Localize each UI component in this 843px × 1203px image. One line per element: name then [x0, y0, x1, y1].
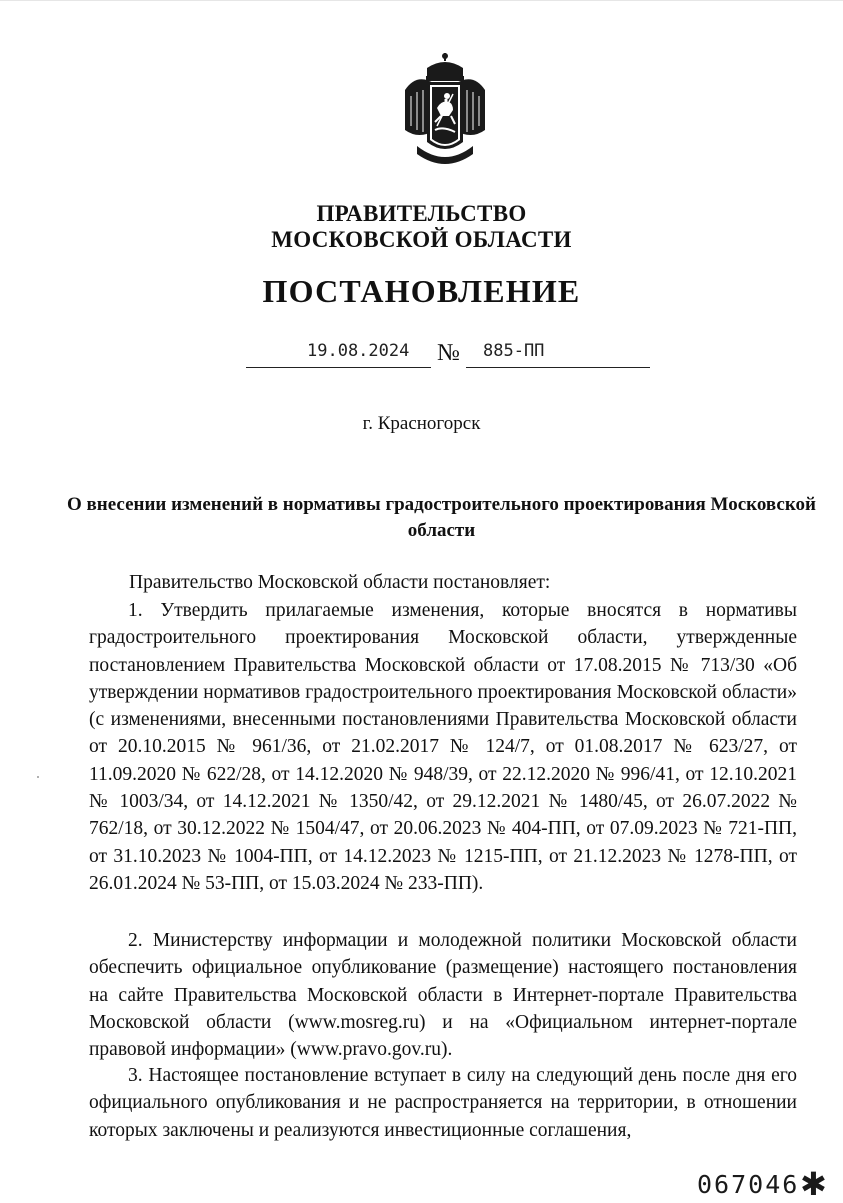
paragraph-2 [89, 927, 797, 1063]
page-top-edge [0, 0, 843, 1]
coat-of-arms-icon [397, 50, 493, 170]
date-underline [246, 367, 431, 368]
intro-text: Правительство Московской области постановляет: [129, 572, 551, 593]
document-title: О внесении изменений в нормативы градостроительного проектирования Московской области [67, 494, 816, 541]
scan-speck [37, 776, 39, 778]
document-number: 885-ПП [483, 341, 545, 361]
org-name-line1: ПРАВИТЕЛЬСТВО [316, 201, 527, 226]
paragraph-1 [89, 597, 797, 897]
document-type: ПОСТАНОВЛЕНИЕ [262, 273, 581, 309]
paragraph-3-text: 3. Настоящее постановление вступает в силу на следующий день после дня его официального опубликования и не распространяется на территории, в отношении которых заключены и реализуются инвестиционные соглашения, [89, 1065, 797, 1141]
paragraph-2-text: 2. Министерству информации и молодежной политики Московской области обеспечить официальное опубликование (размещение) настоящего постановления на сайте Правительства Московской области в Интернет-портале Правительства Московской области (www.mosreg.ru) и на «Официальном интернет-портале правовой информации» (www.pravo.gov.ru). [89, 930, 797, 1061]
paragraph-3 [89, 1062, 797, 1144]
paragraph-1-text: 1. Утвердить прилагаемые изменения, которые вносятся в нормативы градостроительного проектирования Московской области, утвержденные постановлением Правительства Московской области от 17.08.2015 № 713/30 «Об утверждении нормативов градостроительного проектирования Московской области» (с изменениями, внесенными постановлениями Правительства Московской области от 20.10.2015 № 961/36, от 21.02.2017 № 124/7, от 01.08.2017 № 623/27, от 11.09.2020 № 622/28, от 14.12.2020 № 948/39, от 22.12.2020 № 996/41, от 12.10.2021 № 1003/34, от 14.12.2021 № 1350/42, от 29.12.2021 № 1480/45, от 26.07.2022 № 762/18, от 30.12.2022 № 1504/47, от 20.06.2023 № 404-ПП, от 07.09.2023 № 721-ПП, от 31.10.2023 № 1004-ПП, от 14.12.2023 № 1215-ПП, от 21.12.2023 № 1278-ПП, от 26.01.2024 № 53-ПП, от 15.03.2024 № 233-ПП). [89, 600, 797, 894]
document-date: 19.08.2024 [307, 341, 410, 361]
star-mark-icon: ✱ [800, 1165, 827, 1203]
issue-city: г. Красногорск [362, 413, 481, 434]
number-sign: № [437, 340, 460, 366]
intro-paragraph [89, 569, 797, 596]
serial-number: 067046 [697, 1170, 800, 1199]
org-name-line2: МОСКОВСКОЙ ОБЛАСТИ [271, 227, 572, 252]
number-underline [466, 367, 650, 368]
